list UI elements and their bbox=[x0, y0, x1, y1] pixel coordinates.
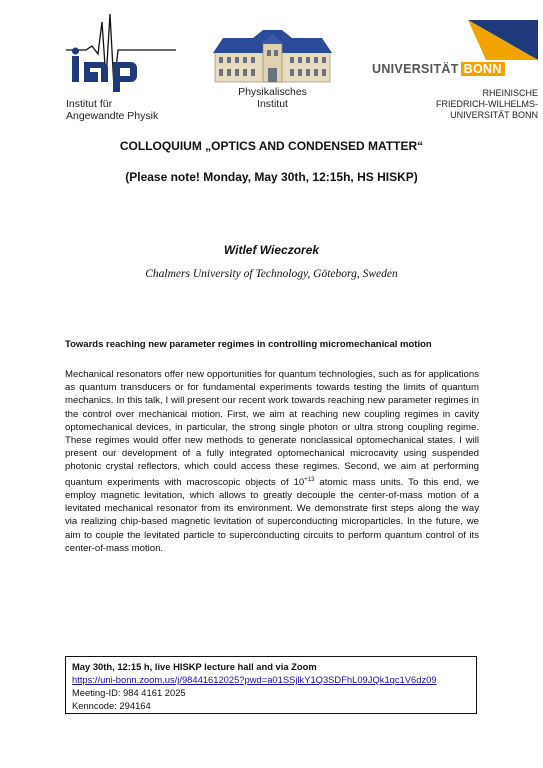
bonn-sub-line1: RHEINISCHE bbox=[482, 88, 538, 98]
physikalisches-institut-name bbox=[205, 86, 340, 110]
physikalisches-institut-logo bbox=[205, 28, 340, 143]
abstract-exponent: +13 bbox=[304, 476, 315, 483]
universitaet-bonn-logo bbox=[368, 20, 538, 130]
iap-text-line2: Angewandte Physik bbox=[66, 110, 159, 122]
bonn-subtitle bbox=[436, 88, 538, 121]
speaker-name: Witlef Wieczorek bbox=[223, 243, 320, 257]
abstract-part1: Mechanical resonators offer new opportunities for quantum technologies, such as for applications as quantum transducers or for fundamental experiments towards testing the limits of quantum mechanics. In this talk, I will present our recent work towards reaching new parameter regimes in the control over mechanical motion. First, we aim at reaching new coupling regimes in cavity optomechanical devices, in particular, the strong single photon or ultra strong coupling regime. These regimes would offer new methods to generate nonclassical optomechanical states. I will present our development of a fully integrated optomechanical microcavity using suspended photonic crystal reflectors, which could access these regimes. Second, we aim at performing quantum experiments with macroscopic objects of 10 bbox=[65, 369, 479, 488]
bonn-sub-line3: UNIVERSITÄT BONN bbox=[450, 110, 538, 120]
pi-text-line1: Physikalisches bbox=[238, 86, 307, 98]
bonn-sub-line2: FRIEDRICH-WILHELMS- bbox=[435, 99, 538, 109]
zoom-link[interactable]: https://uni-bonn.zoom.us/j/98441612025?pwd=a01SSjlkY1Q3SDFhL09JQk1qc1V6dz09 bbox=[72, 674, 437, 685]
speaker-affiliation: Chalmers University of Technology, Göteborg, Sweden bbox=[145, 268, 398, 280]
bonn-emblem-icon bbox=[468, 20, 538, 60]
iap-logo bbox=[66, 10, 176, 122]
kenncode: Kenncode: 294164 bbox=[72, 700, 151, 711]
iap-institute-name bbox=[66, 98, 216, 122]
colloquium-title: COLLOQUIUM „OPTICS AND CONDENSED MATTER“ bbox=[119, 139, 424, 153]
abstract-part2: atomic mass units. To this end, we employ magnetic levitation, which allows to greatly decouple the center-of-mass motion of a levitated mechanical resonator from its environment. We demonstrate first steps along the way via realizing chip-based magnetic levitation of superconducting microparticles. In the future, we aim to couple the levitated particle to superconducting circuits to perform quantum control of its center-of-mass motion. bbox=[65, 476, 479, 554]
bonn-word-box: BONN bbox=[461, 62, 505, 76]
iap-wave-icon bbox=[66, 10, 176, 96]
event-info-box bbox=[65, 656, 477, 714]
pi-text-line2: Institut bbox=[257, 98, 288, 110]
building-icon bbox=[205, 28, 340, 84]
talk-abstract bbox=[65, 368, 479, 555]
info-date-line: May 30th, 12:15 h, live HISKP lecture hall and via Zoom bbox=[72, 661, 317, 672]
talk-title: Towards reaching new parameter regimes in controlling micromechanical motion bbox=[65, 339, 432, 350]
date-note: (Please note! Monday, May 30th, 12:15h, HS HISKP) bbox=[125, 170, 418, 184]
iap-text-line1: Institut für bbox=[66, 98, 113, 110]
bonn-wordmark bbox=[372, 62, 505, 76]
bonn-word-university: UNIVERSITÄT bbox=[372, 62, 459, 76]
meeting-id: Meeting-ID: 984 4161 2025 bbox=[72, 687, 186, 698]
